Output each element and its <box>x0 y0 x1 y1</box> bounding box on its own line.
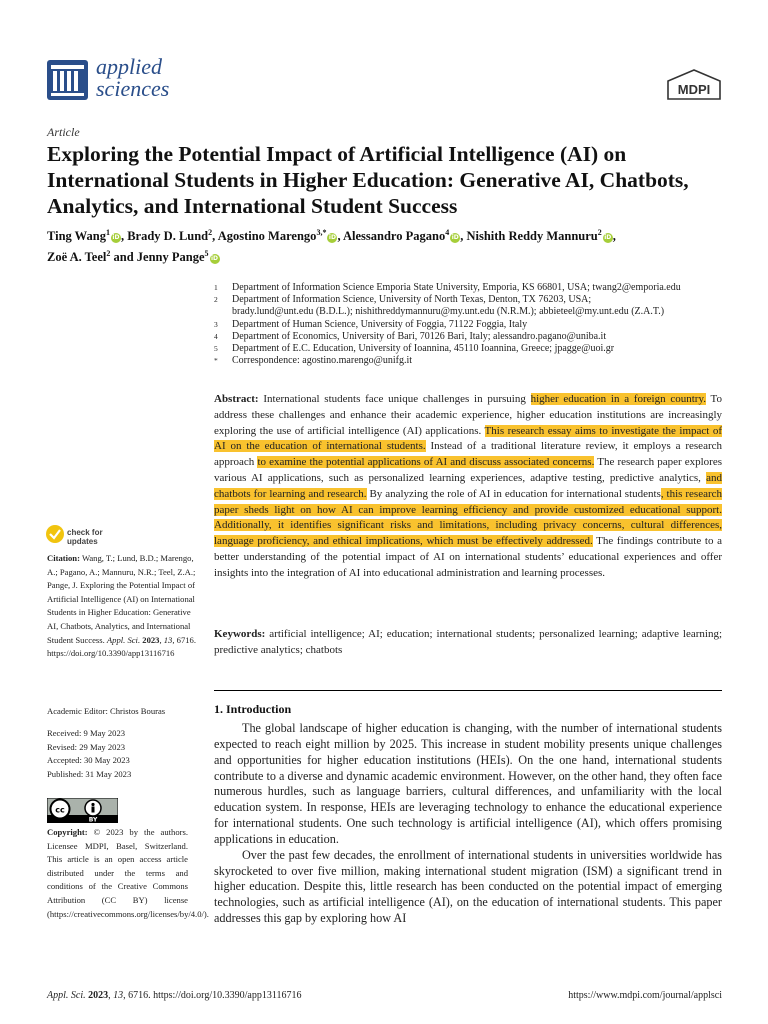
affiliation-text: Department of Economics, University of Bari, 70126 Bari, Italy; alessandro.pagano@uniba.it <box>232 330 607 342</box>
affiliation-text: Department of Human Science, University of Foggia, 71122 Foggia, Italy <box>232 318 528 330</box>
citation: Citation: Wang, T.; Lund, B.D.; Marengo, A.; Pagano, A.; Mannuru, N.R.; Teel, Z.A.; Pange, J. Exploring the Potential Impact of Artificial Intelligence (AI) on International Students in Higher Education: Generative AI, Chatbots, Analytics, and International Student Success. Appl. Sci. 2023, 13, 6716. https://doi.org/10.3390/app13116716 <box>47 553 196 659</box>
copyright-text: © 2023 by the authors. Licensee MDPI, Basel, Switzerland. This article is an open access article distributed under the terms and conditions of the Creative Commons Attribution (CC BY) license (https://creativecommons.org/licenses/by/4.0/). <box>47 827 209 919</box>
author-affiliation-marker: 4 <box>445 228 450 237</box>
author-separator: , <box>337 229 343 244</box>
mdpi-logo-icon <box>666 69 722 101</box>
check-for-updates-line2: updates <box>67 537 98 546</box>
citation-journal: Appl. Sci. <box>106 634 141 645</box>
affiliation-text: Department of E.C. Education, University of Ioannina, 45110 Ioannina, Greece; jpagge@uoi.gr <box>232 343 615 355</box>
date-revised: Revised: 29 May 2023 <box>47 741 126 752</box>
section-divider <box>214 690 722 691</box>
author-affiliation-marker: 1 <box>105 228 110 237</box>
citation-year: 2023 <box>142 634 160 645</box>
abstract-highlight: and chatbots for learning and research. <box>214 471 722 500</box>
author-name: Alessandro Pagano <box>343 229 446 244</box>
author-name: Zoë A. Teel <box>47 250 107 265</box>
author-name: Agostino Marengo <box>217 229 317 244</box>
affiliation-item <box>214 294 734 306</box>
affiliation-item <box>214 331 734 343</box>
keywords <box>214 627 722 659</box>
page-footer <box>47 990 722 1001</box>
check-for-updates-line1: check for <box>67 528 103 537</box>
author-separator: and <box>110 250 137 265</box>
affiliation-text: Department of Information Science, University of North Texas, Denton, TX 76203, USA; <box>232 294 592 306</box>
citation-doi[interactable]: , 6716. https://doi.org/10.3390/app13116716 <box>47 634 196 659</box>
section-heading: 1. Introduction <box>214 702 292 716</box>
author-affiliation-marker: 3,* <box>316 228 327 237</box>
publication-dates <box>47 727 197 781</box>
cc-by-license-icon[interactable] <box>47 798 118 823</box>
footer-volume: 13 <box>113 990 124 1001</box>
affiliation-text: Correspondence: agostino.marengo@unifg.it <box>232 355 412 367</box>
abstract <box>214 392 722 582</box>
orcid-icon[interactable]: iD <box>112 234 120 242</box>
affiliation-item <box>214 306 734 318</box>
orcid-icon[interactable]: iD <box>604 234 612 242</box>
academic-editor: Academic Editor: Christos Bouras <box>47 706 166 716</box>
date-received: Received: 9 May 2023 <box>47 728 126 738</box>
abstract-text: International students face unique challenges in pursuing <box>263 393 531 405</box>
abstract-text: The findings contribute to a better understanding of the potential impact of AI on international students’ educational experiences and offer insights into the integration of AI into educational administration and learning processes. <box>214 535 722 579</box>
affiliation-item <box>214 282 734 294</box>
abstract-highlight: higher education in a foreign country. <box>530 393 706 405</box>
keywords-label: Keywords: <box>214 628 266 640</box>
footer-doi[interactable]: , 6716. https://doi.org/10.3390/app13116716 <box>123 990 302 1001</box>
abstract-highlight: , this research paper sheds light on how AI can improve learning efficiency and provide customized educational support. Additionally, it identifies significant risks and limitations, including privacy concerns, cultural differences, language proficiency, and ethical implications, which must be effectively addressed. <box>214 487 723 548</box>
affiliation-number: * <box>214 356 218 366</box>
author-name: Brady D. Lund <box>127 229 209 244</box>
affiliation-text: Department of Information Science Emporia State University, Emporia, KS 66801, USA; twang2@emporia.edu <box>232 282 681 293</box>
author-list <box>47 224 737 266</box>
affiliation-text: brady.lund@unt.edu (B.D.L.); nishithreddymannuru@my.unt.edu (N.R.M.); abbieteel@my.unt.edu (Z.A.T.) <box>232 306 665 318</box>
author-affiliation-marker: 2 <box>208 228 213 237</box>
author-affiliation-marker: 2 <box>597 228 602 237</box>
abstract-highlight: This research essay aims to investigate the impact of AI on the education of international students. <box>214 424 722 453</box>
affiliation-number: 1 <box>214 283 218 292</box>
journal-name-line1: applied <box>96 54 162 79</box>
copyright-notice <box>47 826 209 921</box>
body-paragraph-2: Over the past few decades, the enrollment of international students in universities worldwide has skyrocketed to over five million, making international student migration (ISM) a significant trend in higher education. Despite this, little research has been conducted on the potential impact of emerging technologies, such as artificial intelligence (AI), on the education of international students. This paper addresses this gap by exploring how AI <box>214 847 722 926</box>
author-name: Jenny Pange <box>136 250 205 265</box>
author-separator: , <box>460 229 467 244</box>
author-name: Nishith Reddy Mannuru <box>466 229 598 244</box>
abstract-text: To address these challenges and enhance their academic experience, higher education institutions are increasingly exploring the use of artificial intelligence (AI) applications. <box>214 393 722 437</box>
abstract-highlight: to examine the potential applications of AI and discuss associated concerns. <box>257 456 595 469</box>
affiliation-number: 3 <box>214 319 218 329</box>
abstract-label: Abstract: <box>214 393 259 405</box>
affiliation-list <box>214 282 734 367</box>
citation-text: Wang, T.; Lund, B.D.; Marengo, A.; Pagano, A.; Mannuru, N.R.; Teel, Z.A.; Pange, J. Exploring the Potential Impact of Artificial Intelligence (AI) on International Students in Higher Education: Generative AI, Chatbots, Analytics, and International Student Success. <box>47 553 196 645</box>
abstract-text: The research paper explores various AI applications, such as personalized learning experiences, adaptive testing, predictive analytics, <box>214 456 723 484</box>
paper-title: Exploring the Potential Impact of Artificial Intelligence (AI) on International Students in Higher Education: Generative AI, Chatbots, Analytics, and International Student Success <box>47 142 689 218</box>
affiliation-number <box>214 306 232 318</box>
author-separator: , <box>212 229 218 244</box>
check-for-updates-text[interactable] <box>67 528 103 546</box>
affiliation-item <box>214 319 734 331</box>
copyright-label: Copyright: <box>47 827 88 837</box>
body-paragraph-1: The global landscape of higher education is changing, with the number of international students expected to reach eight million by 2025. This increase in student mobility presents unique challenges and opportunities for higher education institutions (HEIs). On the one hand, international students contribute to a diverse and dynamic academic environment. However, on the other hand, they often face numerous hurdles, such as language barriers, cultural differences, and unfamiliarity with the local education system. In response, HEIs are leveraging technology to enhance the educational experience for international students. One such technology is artificial intelligence (AI), which offers promising applications in education. <box>214 721 722 846</box>
author-separator: , <box>120 229 128 244</box>
date-accepted: Accepted: 30 May 2023 <box>47 755 130 766</box>
affiliation-number: 5 <box>214 344 218 354</box>
author-name: Ting Wang <box>47 229 106 244</box>
svg-text:BY: BY <box>88 816 98 823</box>
author-separator: , <box>612 229 616 244</box>
author-affiliation-marker: 5 <box>204 249 209 259</box>
publisher-name: MDPI <box>677 82 711 97</box>
citation-volume: 13 <box>163 634 173 645</box>
date-published: Published: 31 May 2023 <box>47 768 132 779</box>
abstract-text: Instead of a traditional literature review, it employs a research approach <box>214 440 722 469</box>
article-type: Article <box>47 125 80 139</box>
svg-text:cc: cc <box>55 805 65 815</box>
orcid-icon[interactable]: iD <box>210 255 219 263</box>
author-affiliation-marker: 2 <box>106 249 111 259</box>
footer-year: 2023 <box>88 990 109 1001</box>
affiliation-item <box>214 343 734 355</box>
footer-journal: Appl. Sci. <box>47 990 86 1001</box>
journal-name-line2: sciences <box>96 76 170 101</box>
abstract-text: By analyzing the role of AI in education for international students <box>366 487 661 500</box>
journal-logo-icon <box>47 60 88 100</box>
footer-citation: Appl. Sci. 2023, 13, 6716. https://doi.org/10.3390/app13116716 <box>47 990 302 1001</box>
affiliation-number: 4 <box>214 331 218 341</box>
journal-name <box>96 56 169 100</box>
orcid-icon[interactable]: iD <box>328 234 336 242</box>
citation-label: Citation: <box>47 553 80 563</box>
section-body <box>214 721 722 927</box>
affiliation-number: 2 <box>214 295 218 305</box>
orcid-icon[interactable]: iD <box>451 234 459 242</box>
footer-journal-url[interactable]: https://www.mdpi.com/journal/applsci <box>568 990 722 1001</box>
keywords-text: artificial intelligence; AI; education; international students; personalized learning; adaptive learning; predictive analytics; chatbots <box>214 628 722 656</box>
affiliation-item <box>214 355 734 367</box>
